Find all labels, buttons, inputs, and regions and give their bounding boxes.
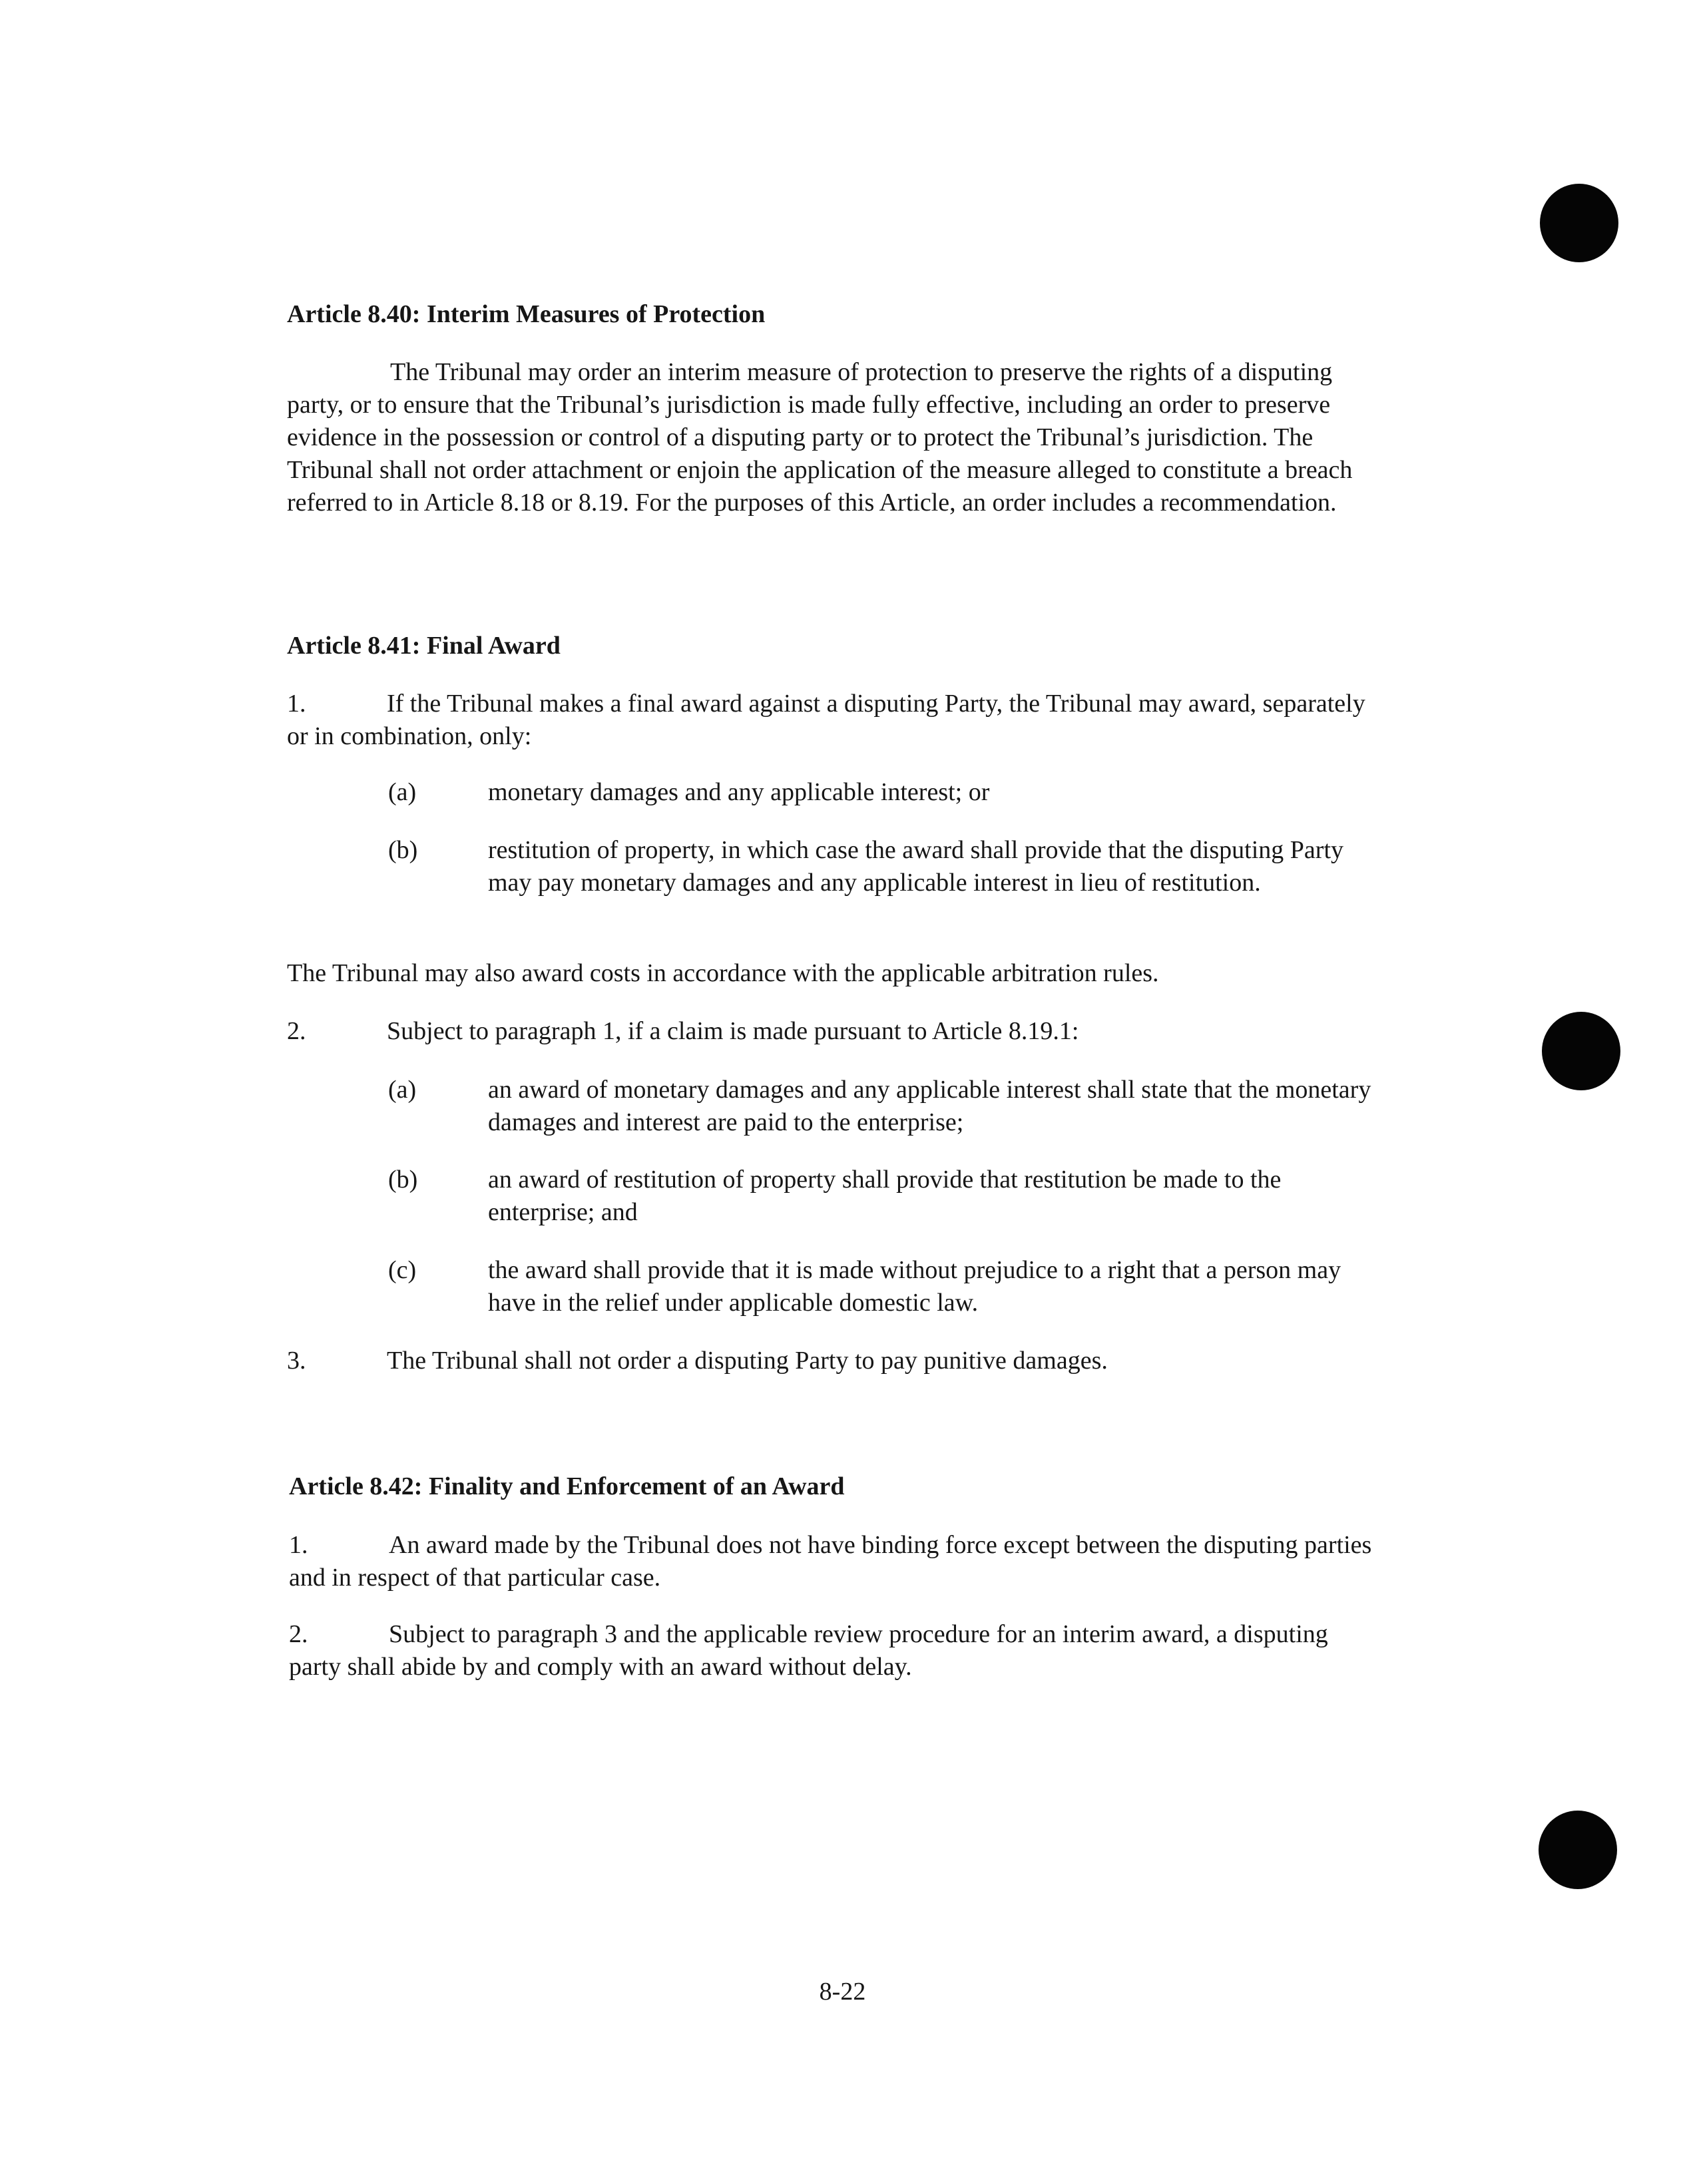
item-label: (a)	[388, 778, 417, 806]
item-label: (b)	[388, 1166, 418, 1194]
item-text: an award of monetary damages and any applicable interest shall state that the monetary damages and interest are paid to the enterprise;	[488, 1076, 1371, 1136]
item-text: an award of restitution of property shall provide that restitution be made to the enterprise; and	[488, 1166, 1282, 1226]
paragraph-number: 1.	[287, 690, 306, 718]
article-8-41-paragraph-1	[287, 688, 1379, 753]
article-8-41-paragraph-3	[287, 1345, 1379, 1377]
article-8-41-paragraph-2	[287, 1015, 1379, 1048]
item-label: (a)	[388, 1076, 417, 1104]
article-8-42-paragraph-1	[289, 1529, 1381, 1594]
article-8-40-body: The Tribunal may order an interim measure of protection to preserve the rights of a disputing party, or to ensure that the Tribunal’s jurisdiction is made fully effective, including an order to preserve evidence in the possession or control of a disputing party or to protect the Tribunal’s jurisdiction. The Tribunal shall not order attachment or enjoin the application of the measure alleged to constitute a breach referred to in Article 8.18 or 8.19. For the purposes of this Article, an order includes a recommendation.	[287, 358, 1353, 517]
paragraph-text: An award made by the Tribunal does not have binding force except between the disputing parties and in respect of that particular case.	[289, 1531, 1372, 1592]
punch-hole-middle	[1542, 1012, 1620, 1090]
article-8-41-heading: Article 8.41: Final Award	[287, 632, 561, 660]
paragraph-number: 3.	[287, 1347, 306, 1375]
punch-hole-top	[1540, 184, 1618, 262]
item-text: the award shall provide that it is made without prejudice to a right that a person may have in the relief under applicable domestic law.	[488, 1256, 1341, 1317]
punch-hole-bottom	[1539, 1811, 1617, 1889]
paragraph-text: The Tribunal shall not order a disputing Party to pay punitive damages.	[387, 1347, 1108, 1375]
page-number: 8-22	[819, 1978, 866, 2006]
article-8-41-costs: The Tribunal may also award costs in accordance with the applicable arbitration rules.	[287, 959, 1159, 987]
item-label: (c)	[388, 1256, 417, 1284]
paragraph-text: Subject to paragraph 3 and the applicable review procedure for an interim award, a disputing party shall abide by and comply with an award without delay.	[289, 1620, 1328, 1681]
paragraph-text: Subject to paragraph 1, if a claim is made pursuant to Article 8.19.1:	[387, 1017, 1079, 1045]
item-label: (b)	[388, 836, 418, 864]
article-8-40-heading: Article 8.40: Interim Measures of Protection	[287, 300, 766, 328]
item-text: restitution of property, in which case the award shall provide that the disputing Party may pay monetary damages and any applicable interest in lieu of restitution.	[488, 836, 1344, 897]
paragraph-number: 2.	[287, 1017, 306, 1045]
paragraph-number: 1.	[289, 1531, 308, 1559]
article-8-42-heading: Article 8.42: Finality and Enforcement of an Award	[289, 1472, 845, 1500]
paragraph-number: 2.	[289, 1620, 308, 1648]
paragraph-text: If the Tribunal makes a final award against a disputing Party, the Tribunal may award, separately or in combination, only:	[287, 690, 1365, 750]
item-text: monetary damages and any applicable interest; or	[488, 778, 990, 806]
article-8-42-paragraph-2	[289, 1618, 1381, 1683]
